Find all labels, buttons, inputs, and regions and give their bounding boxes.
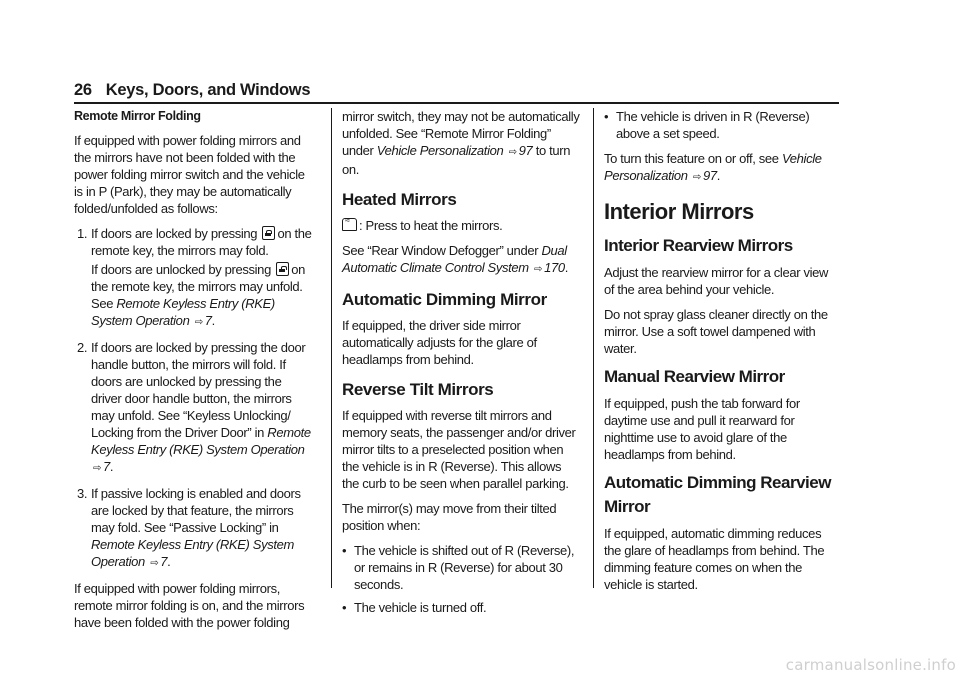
paragraph: If equipped, automatic dimming reduces the glare of headlamps from behind. The dimming feature comes on when the vehicle is started. [604,526,825,592]
paragraph: To turn this feature on or off, see Vehicle Personalization ⇨ 97. [604,151,822,183]
tilt-conditions-list-cont [604,108,840,142]
cross-reference[interactable]: Remote Keyless Entry (RKE) System Operation [91,296,275,328]
page-reference-icon: ⇨ [194,317,203,328]
page-reference-icon: ⇨ [508,147,517,158]
page-reference-icon: ⇨ [534,264,543,275]
column-2 [342,108,580,624]
watermark: carmanualsonline.info [785,656,956,674]
list-item: 1. If doors are locked by pressing on the remote key, the mirrors may fold. If doors are unlocked by pressing on the remote key, the mirrors may unfold. See Remote Keyless Entry (RKE) System Operation ⇨ 7. [77,226,312,328]
unlock-icon [276,262,289,276]
cross-reference[interactable]: Vehicle Personalization [604,151,822,183]
paragraph: Adjust the rearview mirror for a clear view of the area behind your vehicle. [604,265,829,297]
paragraph: The mirror(s) may move from their tilted position when: [342,501,557,533]
paragraph: If equipped with reverse tilt mirrors and memory seats, the passenger and/or driver mirror tilts to a preselected position when the vehicle is in R (Reverse). This allows the curb to be seen when parallel parking. [342,408,576,491]
paragraph: If equipped, push the tab forward for daytime use and pull it rearward for nighttime use to avoid glare of the headlamps from behind. [604,396,800,462]
paragraph: If equipped with power folding mirrors and the mirrors have not been folded with the power folding mirror switch and the vehicle is in P (Park), they may be automatically folded/unfolded as follows: [74,133,305,216]
heading-interior-mirrors: Interior Mirrors [604,199,754,224]
paragraph: Do not spray glass cleaner directly on the mirror. Use a soft towel dampened with water. [604,307,828,356]
column-1 [74,108,314,639]
chapter-title: Keys, Doors, and Windows [105,81,311,99]
heading-automatic-dimming-mirror: Automatic Dimming Mirror [342,290,547,309]
page-header [74,81,310,100]
column-divider [593,108,594,588]
lock-icon [262,226,275,240]
column-3 [604,108,840,601]
heading-interior-rearview-mirrors: Interior Rearview Mirrors [604,236,793,255]
paragraph: If equipped with power folding mirrors, remote mirror folding is on, and the mirrors have been folded with the power folding [74,581,305,630]
rear-defog-icon [342,218,357,231]
cross-reference[interactable]: Vehicle Personalization [376,143,504,158]
heading-reverse-tilt-mirrors: Reverse Tilt Mirrors [342,380,494,399]
paragraph: ≈: Press to heat the mirrors. [342,217,580,234]
heading-automatic-dimming-rearview-mirror: Automatic Dimming Rearview Mirror [604,473,831,516]
list-item: 3. If passive locking is enabled and doors are locked by that feature, the mirrors may fold. See “Passive Locking” in Remote Keyless Entry (RKE) System Operation ⇨ 7. [77,486,301,569]
subheading-remote-mirror-folding: Remote Mirror Folding [74,109,201,123]
cross-reference[interactable]: Dual Automatic Climate Control System [342,243,567,275]
heading-heated-mirrors: Heated Mirrors [342,190,457,209]
header-rule [74,102,839,104]
list-item: • The vehicle is driven in R (Reverse) above a set speed. [604,108,840,142]
heading-manual-rearview-mirror: Manual Rearview Mirror [604,367,785,386]
column-divider [331,108,332,588]
list-item: • The vehicle is turned off. [342,599,580,616]
folding-steps [74,225,314,572]
paragraph: If equipped, the driver side mirror automatically adjusts for the glare of headlamps from behind. [342,318,537,367]
paragraph: See “Rear Window Defogger” under Dual Automatic Climate Control System ⇨ 170. [342,243,568,275]
page-number: 26 [74,81,92,99]
page-reference-icon: ⇨ [692,172,701,183]
page-reference-icon: ⇨ [93,463,102,474]
list-item: 2. If doors are locked by pressing the door handle button, the mirrors will fold. If doors are unlocked by pressing the driver door handle button, the mirrors may unfold. See “Keyless Unlocking/ Locking from the Driver Door” in Remote Keyless Entry (RKE) System Operation ⇨ 7. [77,340,311,474]
paragraph: mirror switch, they may not be automatically unfolded. See “Remote Mirror Folding” under Vehicle Personalization ⇨ 97 to turn on. [342,109,580,177]
page-reference-icon: ⇨ [150,558,159,569]
cross-reference[interactable]: Remote Keyless Entry (RKE) System Operation [91,425,311,457]
list-item: • The vehicle is shifted out of R (Reverse), or remains in R (Reverse) for about 30 seconds. [342,542,580,593]
tilt-conditions-list [342,542,580,616]
cross-reference[interactable]: Remote Keyless Entry (RKE) System Operation [91,537,295,569]
